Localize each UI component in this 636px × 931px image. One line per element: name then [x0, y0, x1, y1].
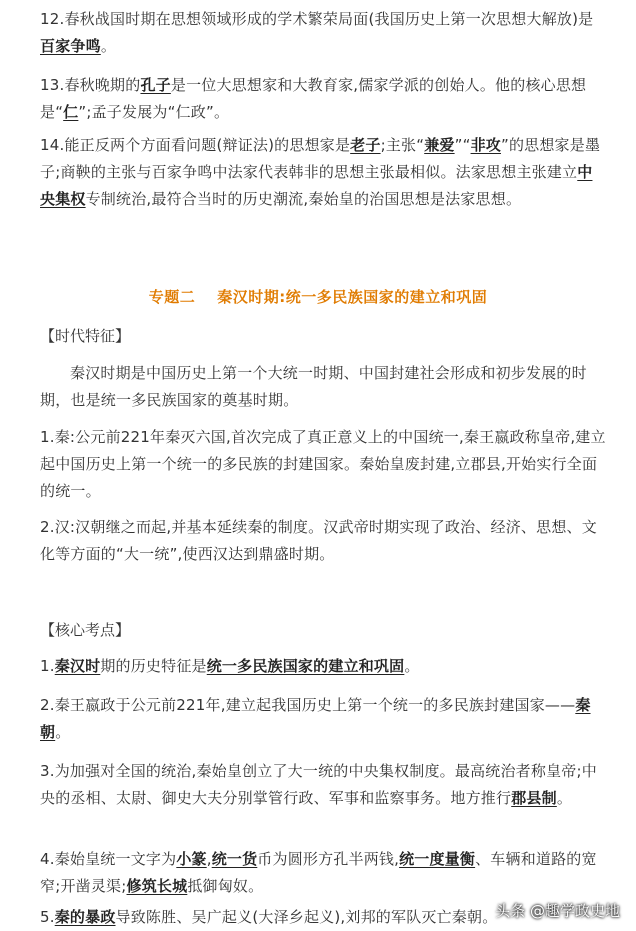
topic-label: 专题二 — [148, 288, 196, 306]
core-point-4: 4.秦始皇统一文字为小篆,统一货币为圆形方孔半两钱,统一度量衡、车辆和道路的宽窄;开凿灵渠;修筑长城抵御匈奴。 — [40, 850, 597, 895]
core-point-2: 2.秦王嬴政于公元前221年,建立起我国历史上第一个统一的多民族封建国家——秦朝。 — [40, 696, 591, 741]
core-point-3: 3.为加强对全国的统治,秦始皇创立了大一统的中央集权制度。最高统治者称皇帝;中央的丞相、太尉、御史大夫分别掌管行政、军事和监察事务。地方推行郡县制。 — [40, 762, 597, 807]
keyword: 兼爱 — [424, 136, 455, 154]
keyword: 仁 — [63, 103, 79, 121]
keyword: 统一度量衡 — [399, 850, 476, 868]
era-qin: 1.秦:公元前221年秦灭六国,首次完成了真正意义上的中国统一,秦王嬴政称皇帝,建立起中国历史上第一个统一的多民族的封建国家。秦始皇废封建,立郡县,开始实行全面的统一。 — [40, 428, 606, 500]
point-12: 12.春秋战国时期在思想领域形成的学术繁荣局面(我国历史上第一次思想大解放)是百家争鸣。 — [40, 10, 594, 55]
watermark: 头条 @趣学政史地 — [495, 902, 620, 920]
keyword: 中央集权 — [40, 163, 593, 208]
core-header: 【核心考点】 — [40, 621, 131, 639]
core-point-5: 5.秦的暴政导致陈胜、吴广起义(大泽乡起义),刘邦的军队灭亡秦朝。 — [40, 908, 498, 926]
era-han: 2.汉:汉朝继之而起,并基本延续秦的制度。汉武帝时期实现了政治、经济、思想、文化等方面的“大一统”,使西汉达到鼎盛时期。 — [40, 518, 597, 563]
era-header: 【时代特征】 — [40, 327, 131, 345]
point-13: 13.春秋晚期的孔子是一位大思想家和大教育家,儒家学派的创始人。他的核心思想是“仁”;孟子发展为“仁政”。 — [40, 76, 587, 121]
keyword: 孔子 — [140, 76, 171, 94]
topic-title: 秦汉时期:统一多民族国家的建立和巩固 — [217, 288, 488, 306]
keyword: 统一货 — [211, 850, 258, 868]
keyword: 秦汉时 — [54, 657, 101, 675]
keyword: 修筑长城 — [126, 877, 188, 895]
core-point-1: 1.秦汉时期的历史特征是统一多民族国家的建立和巩固。 — [40, 657, 420, 675]
keyword: 秦朝 — [40, 696, 591, 741]
keyword: 老子 — [350, 136, 381, 154]
keyword: 小篆 — [176, 850, 207, 868]
keyword: 统一多民族国家的建立和巩固 — [206, 657, 405, 675]
keyword: 郡县制 — [511, 789, 557, 807]
section-heading — [0, 286, 636, 307]
point-14: 14.能正反两个方面看问题(辩证法)的思想家是老子;主张“兼爱”“非攻”的思想家是墨子;商鞅的主张与百家争鸣中法家代表韩非的思想主张最相似。法家思想主张建立中央集权专制统治,最符合当时的历史潮流,秦始皇的治国思想是法家思想。 — [40, 136, 601, 208]
keyword: 百家争鸣 — [40, 37, 101, 55]
keyword: 秦的暴政 — [54, 908, 116, 926]
keyword: 非攻 — [470, 136, 501, 154]
era-intro: 秦汉时期是中国历史上第一个大统一时期、中国封建社会形成和初步发展的时期，也是统一多民族国家的奠基时期。 — [40, 364, 587, 409]
